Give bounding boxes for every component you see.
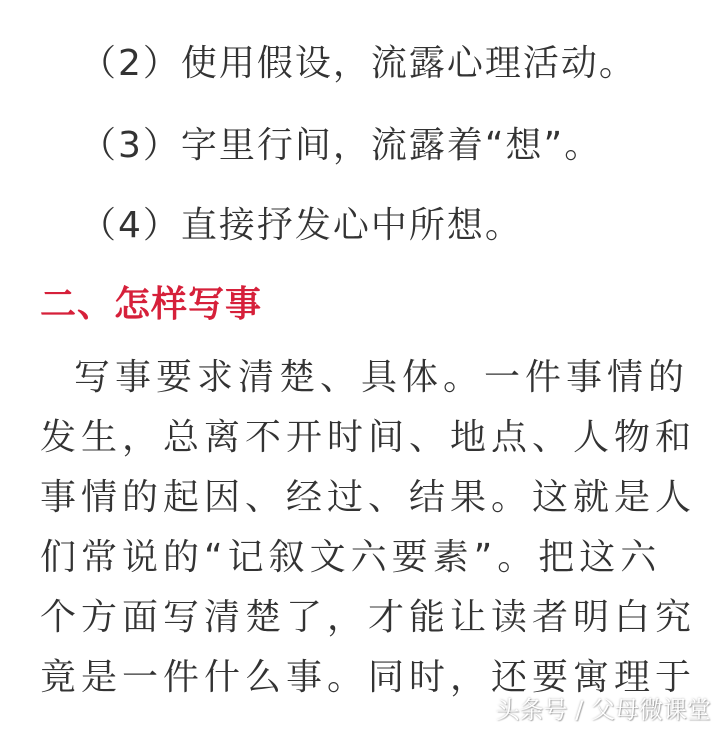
list-item: （2）使用假设，流露心理活动。 (80, 43, 637, 84)
paragraph-line: 们常说的“记叙文六要素”。把这六 (40, 537, 662, 578)
list-item: （4）直接抒发心中所想。 (80, 205, 523, 246)
source-watermark: 头条号 / 父母微课堂 (495, 696, 711, 724)
paragraph-line: 事情的起因、经过、结果。这就是人 (40, 477, 697, 518)
paragraph-line: 个方面写清楚了，才能让读者明白究 (40, 597, 697, 638)
paragraph-line: 写事要求清楚、具体。一件事情的 (74, 357, 690, 398)
paragraph-line: 竟是一件什么事。同时，还要寓理于 (40, 657, 697, 698)
section-heading: 二、怎样写事 (40, 284, 263, 325)
body-paragraph (40, 348, 700, 708)
paragraph-line: 发生，总离不开时间、地点、人物和 (40, 417, 697, 458)
list-item: （3）字里行间，流露着“想”。 (80, 125, 603, 166)
